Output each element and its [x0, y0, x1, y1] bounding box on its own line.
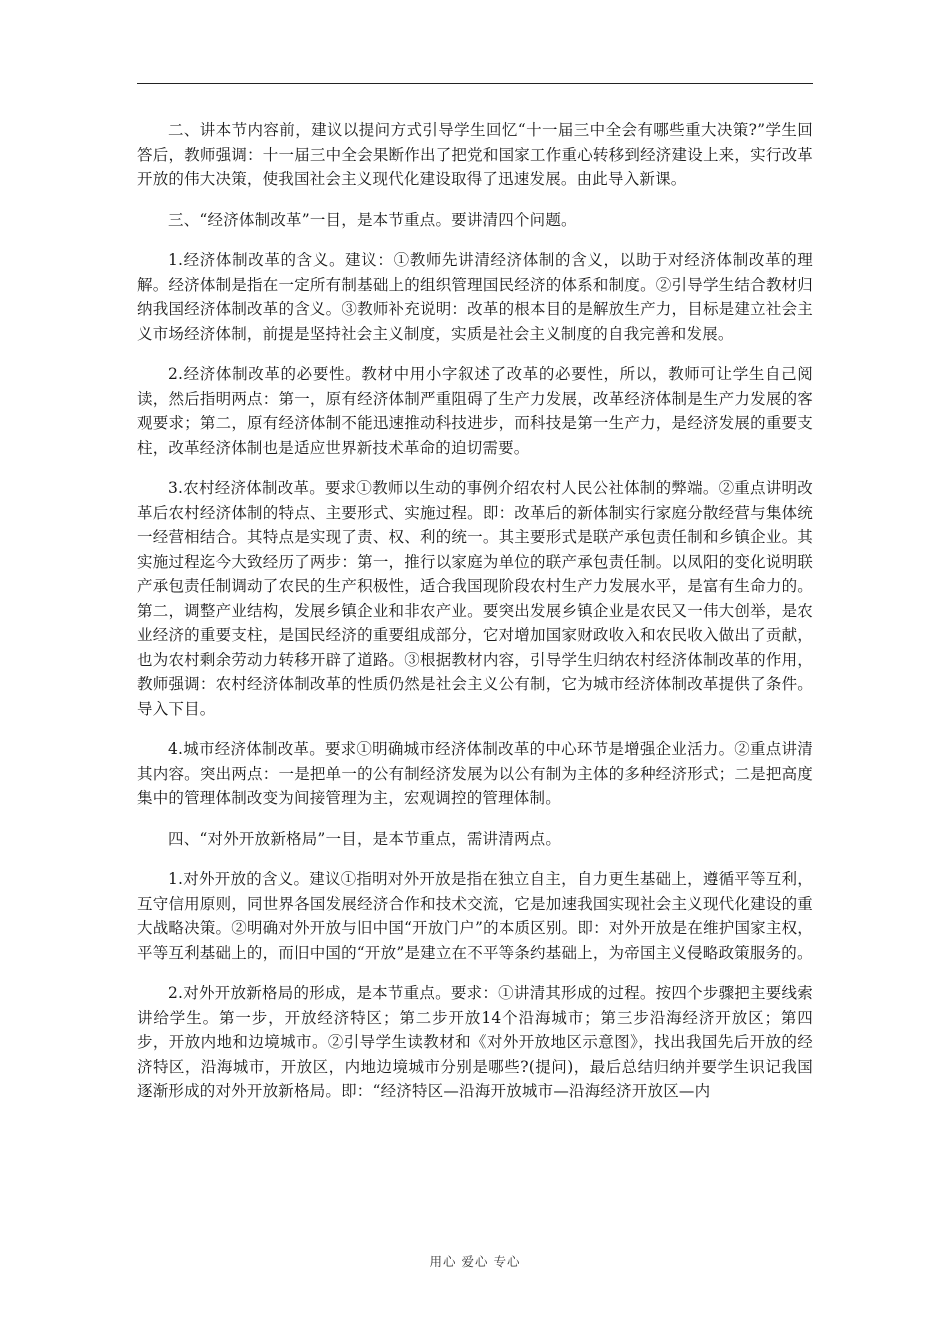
paragraph-rural-reform: 3.农村经济体制改革。要求①教师以生动的事例介绍农村人民公社体制的弊端。②重点讲明改革后农村经济体制的特点、主要形式、实施过程。即：改革后的新体制实行家庭分散经营与集体统一经营相结合。其特点是实现了责、权、利的统一。其主要形式是联产承包责任制和乡镇企业。其实施过程迄今大致经历了两步：第一，推行以家庭为单位的联产承包责任制。以凤阳的变化说明联产承包责任制调动了农民的生产积极性，适合我国现阶段农村生产力发展水平，是富有生命力的。第二，调整产业结构，发展乡镇企业和非农产业。要突出发展乡镇企业是农民又一伟大创举，是农业经济的重要支柱，是国民经济的重要组成部分，它对增加国家财政收入和农民收入做出了贡献，也为农村剩余劳动力转移开辟了道路。③根据教材内容，引导学生归纳农村经济体制改革的作用，教师强调：农村经济体制改革的性质仍然是社会主义公有制，它为城市经济体制改革提供了条件。导入下目。: [137, 479, 813, 718]
paragraph-opening-pattern: 2.对外开放新格局的形成，是本节重点。要求：①讲清其形成的过程。按四个步骤把主要线索讲给学生。第一步，开放经济特区；第二步开放14个沿海城市；第三步沿海经济开放区；第四步，开放内地和边境城市。②引导学生读教材和《对外开放地区示意图》，找出我国先后开放的经济特区，沿海城市，开放区，内地边境城市分别是哪些?(提问)，最后总结归纳并要学生识记我国逐渐形成的对外开放新格局。即：“经济特区—沿海开放城市—沿海经济开放区—内: [137, 984, 813, 1100]
document-body: [137, 118, 813, 1104]
page-footer: 用心 爱心 专心: [429, 1254, 521, 1269]
paragraph-reform-necessity: 2.经济体制改革的必要性。教材中用小字叙述了改革的必要性，所以，教师可让学生自己阅读，然后指明两点：第一，原有经济体制严重阻碍了生产力发展，改革经济体制是生产力发展的客观要求；第二，原有经济体制不能迅速推动科技进步，而科技是第一生产力，是经济发展的重要支柱，改革经济体制也是适应世界新技术革命的迫切需要。: [137, 365, 813, 457]
section-heading-opening-up: 四、“对外开放新格局”一目，是本节重点，需讲清两点。: [168, 829, 562, 848]
section-heading-economic-reform: 三、“经济体制改革”一目，是本节重点。要讲清四个问题。: [168, 210, 577, 229]
paragraph-reform-meaning: 1.经济体制改革的含义。建议：①教师先讲清经济体制的含义，以助于对经济体制改革的理解。经济体制是指在一定所有制基础上的组织管理国民经济的体系和制度。②引导学生结合教材归纳我国经济体制改革的含义。③教师补充说明：改革的根本目的是解放生产力，目标是建立社会主义市场经济体制，前提是坚持社会主义制度，实质是社会主义制度的自我完善和发展。: [137, 251, 813, 343]
paragraph-intro-review: 二、讲本节内容前，建议以提问方式引导学生回忆“十一届三中全会有哪些重大决策?”学生回答后，教师强调：十一届三中全会果断作出了把党和国家工作重心转移到经济建设上来，实行改革开放的伟大决策，使我国社会主义现代化建设取得了迅速发展。由此导入新课。: [137, 121, 813, 188]
paragraph-urban-reform: 4.城市经济体制改革。要求①明确城市经济体制改革的中心环节是增强企业活力。②重点讲清其内容。突出两点：一是把单一的公有制经济发展为以公有制为主体的多种经济形式；二是把高度集中的管理体制改变为间接管理为主，宏观调控的管理体制。: [137, 740, 813, 807]
header-rule: [137, 83, 813, 84]
paragraph-opening-meaning: 1.对外开放的含义。建议①指明对外开放是指在独立自主，自力更生基础上，遵循平等互利，互守信用原则，同世界各国发展经济合作和技术交流，它是加速我国实现社会主义现代化建设的重大战略决策。②明确对外开放与旧中国“开放门户”的本质区别。即：对外开放是在维护国家主权，平等互利基础上的，而旧中国的“开放”是建立在不平等条约基础上，为帝国主义侵略政策服务的。: [137, 870, 813, 962]
